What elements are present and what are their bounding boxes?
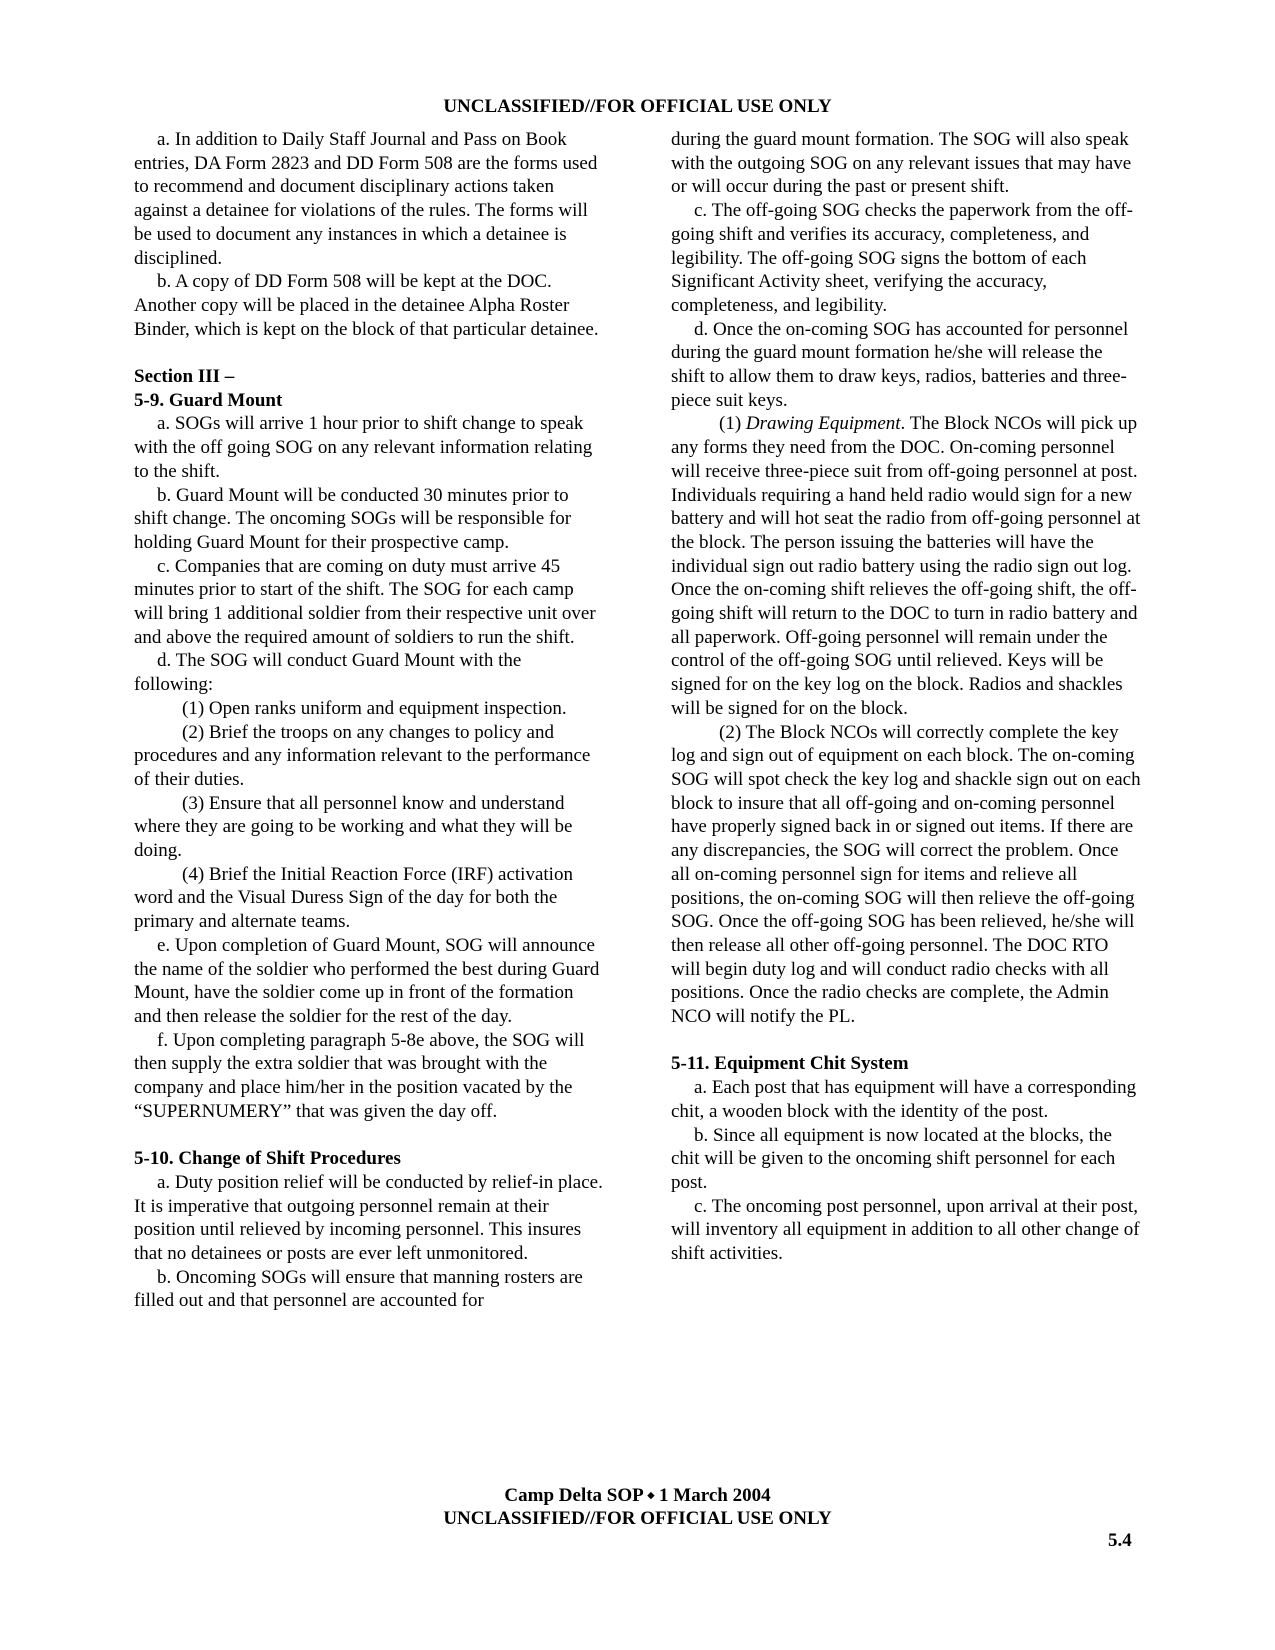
chit-a: a. Each post that has equipment will have a corresponding chit, a wooden block with the identity of the post. <box>671 1077 1137 1122</box>
d1-body: . The Block NCOs will pick up any forms they need from the DOC. On-coming personnel will receive three-piece suit from off-going personnel at post. Individuals requiring a hand held radio would sign for a new battery and will hot seat the radio from off-going personnel at the block. The person issuing the batteries will have the individual sign out radio battery using the radio sign out log. Once the on-coming shift relieves the off-going shift, the off-going shift will return to the DOC to turn in radio battery and all paperwork. Off-going personnel will remain under the control of the off-going SOG until relieved. Keys will be signed for on the key log on the block. Radios and shackles will be signed for on the block. <box>671 413 1141 719</box>
heading-5-10: 5-10. Change of Shift Procedures <box>134 1148 401 1170</box>
change-shift-c: c. The off-going SOG checks the paperwork from the off-going shift and verifies its accuracy, completeness, and legibility. The off-going SOG signs the bottom of each Significant Activity sheet, verifying the accuracy, completeness, and legibility. <box>671 200 1133 316</box>
change-shift-d1 <box>671 412 1141 720</box>
chit-b: b. Since all equipment is now located at the blocks, the chit will be given to the oncoming shift personnel for each post. <box>671 1124 1116 1193</box>
heading-5-11: 5-11. Equipment Chit System <box>671 1053 909 1075</box>
guard-mount-d1: (1) Open ranks uniform and equipment inspection. <box>182 697 567 719</box>
section-heading: Section III – <box>134 366 235 388</box>
change-shift-b-continued: during the guard mount formation. The SOG will also speak with the outgoing SOG on any relevant issues that may have or will occur during the past or present shift. <box>671 129 1132 198</box>
guard-mount-a: a. SOGs will arrive 1 hour prior to shift change to speak with the off going SOG on any relevant information relating to the shift. <box>134 413 593 482</box>
guard-mount-d4: (4) Brief the Initial Reaction Force (IRF) activation word and the Visual Duress Sign of the day for both the primary and alternate teams. <box>134 863 573 933</box>
classification-header: UNCLASSIFIED//FOR OFFICIAL USE ONLY <box>443 96 832 117</box>
right-column <box>671 128 1141 1266</box>
heading-5-9: 5-9. Guard Mount <box>134 389 283 411</box>
footer-title: Camp Delta SOP ⬩ 1 March 2004 <box>504 1485 771 1506</box>
change-shift-d: d. Once the on-coming SOG has accounted for personnel during the guard mount formation he/she will release the shift to allow them to draw keys, radios, batteries and three-piece suit keys. <box>671 318 1129 411</box>
paragraph-b-dd508: b. A copy of DD Form 508 will be kept at the DOC. Another copy will be placed in the detainee Alpha Roster Binder, which is kept on the block of that particular detainee. <box>134 271 599 340</box>
change-shift-d2: (2) The Block NCOs will correctly complete the key log and sign out of equipment on each block. The on-coming SOG will spot check the key log and shackle sign out on each block to insure that all off-going and on-coming personnel have properly signed back in or signed out items. If there are any discrepancies, the SOG will correct the problem. Once all on-coming personnel sign for items and relieve all positions, the on-coming SOG will then relieve the off-going SOG. Once the off-going SOG has been relieved, he/she will then release all other off-going personnel. The DOC RTO will begin duty log and will conduct radio checks with all positions. Once the radio checks are complete, the Admin NCO will notify the PL. <box>671 721 1141 1028</box>
guard-mount-d: d. The SOG will conduct Guard Mount with the following: <box>134 650 522 696</box>
guard-mount-d2: (2) Brief the troops on any changes to policy and procedures and any information relevant to the performance of their duties. <box>134 721 591 790</box>
d1-title-drawing-equipment: Drawing Equipment <box>745 413 901 435</box>
guard-mount-b: b. Guard Mount will be conducted 30 minutes prior to shift change. The oncoming SOGs will be responsible for holding Guard Mount for their prospective camp. <box>134 484 572 553</box>
guard-mount-d3: (3) Ensure that all personnel know and understand where they are going to be working and what they will be doing. <box>134 792 573 862</box>
footer-classification: UNCLASSIFIED//FOR OFFICIAL USE ONLY <box>443 1508 832 1529</box>
paragraph-a-forms: a. In addition to Daily Staff Journal and Pass on Book entries, DA Form 2823 and DD Form 508 are the forms used to recommend and document disciplinary actions taken against a detainee for violations of the rules. The forms will be used to document any instances in which a detainee is disciplined. <box>134 129 598 269</box>
change-shift-a: a. Duty position relief will be conducted by relief-in place. It is imperative that outgoing personnel remain at their position until relieved by incoming personnel. This insures that no detainees or posts are ever left unmonitored. <box>134 1171 603 1265</box>
left-column <box>134 128 604 1313</box>
page-number: 5.4 <box>1108 1530 1132 1551</box>
guard-mount-f: f. Upon completing paragraph 5-8e above, the SOG will then supply the extra soldier that was brought with the company and place him/her in the position vacated by the “SUPERNUMERY” that was given the day off. <box>134 1029 585 1122</box>
change-shift-b: b. Oncoming SOGs will ensure that manning rosters are filled out and that personnel are accounted for <box>134 1266 583 1312</box>
footer <box>0 1484 1275 1530</box>
guard-mount-e: e. Upon completion of Guard Mount, SOG will announce the name of the soldier who performed the best during Guard Mount, have the soldier come up in front of the formation and then release the soldier for the rest of the day. <box>134 934 600 1027</box>
guard-mount-c: c. Companies that are coming on duty must arrive 45 minutes prior to start of the shift. The SOG for each camp will bring 1 additional soldier from their respective unit over and above the required amount of soldiers to run the shift. <box>134 555 596 648</box>
d1-number: (1) <box>719 413 746 435</box>
chit-c: c. The oncoming post personnel, upon arrival at their post, will inventory all equipment in addition to all other change of shift activities. <box>671 1195 1140 1265</box>
